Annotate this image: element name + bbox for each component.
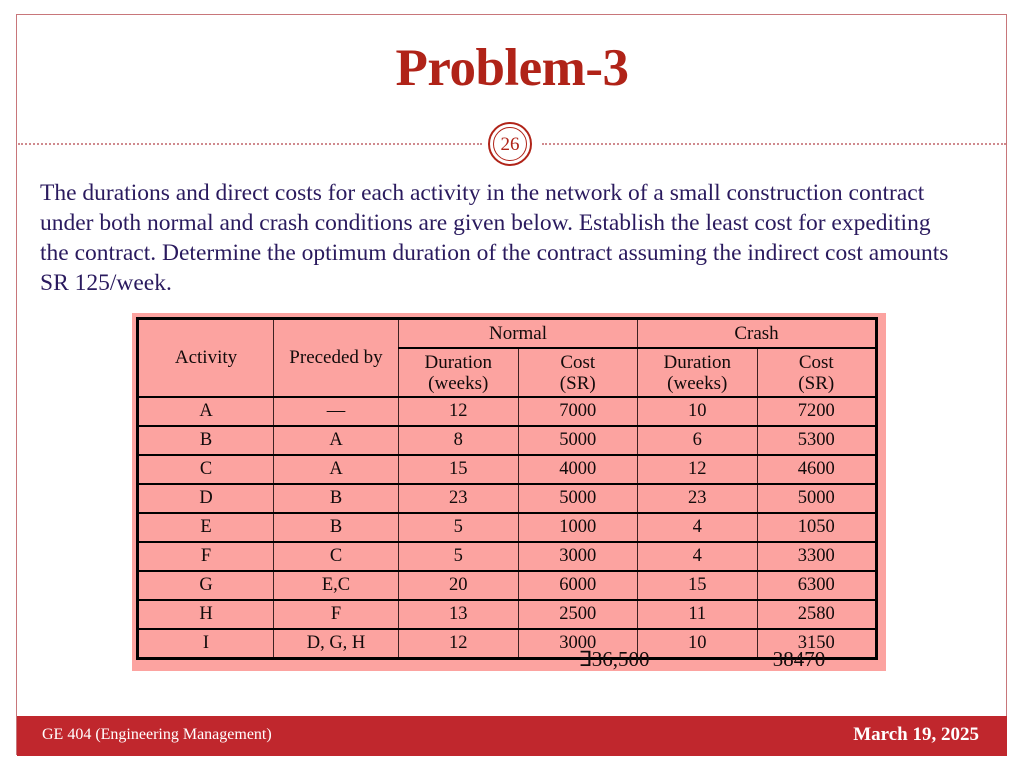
- cell-normal-duration: 5: [399, 542, 519, 571]
- cell-activity: G: [138, 571, 274, 600]
- cell-preceded-by: C: [274, 542, 399, 571]
- header-crash-duration: [638, 348, 758, 397]
- activity-table-body: [138, 397, 877, 659]
- table-row: [138, 571, 877, 600]
- cell-preceded-by: B: [274, 513, 399, 542]
- cell-preceded-by: A: [274, 426, 399, 455]
- cell-normal-cost: 7000: [518, 397, 638, 426]
- cell-crash-duration: 12: [638, 455, 758, 484]
- header-activity: Activity: [138, 319, 274, 398]
- cell-crash-duration: 4: [638, 542, 758, 571]
- footer-date-label: March 19, 2025: [853, 724, 979, 745]
- cell-normal-duration: 20: [399, 571, 519, 600]
- cell-crash-duration: 6: [638, 426, 758, 455]
- cell-preceded-by: —: [274, 397, 399, 426]
- cell-crash-duration: 23: [638, 484, 758, 513]
- cell-activity: F: [138, 542, 274, 571]
- cell-activity: C: [138, 455, 274, 484]
- header-normal-duration: [399, 348, 519, 397]
- cell-crash-cost: 6300: [757, 571, 877, 600]
- cell-normal-duration: 23: [399, 484, 519, 513]
- header-normal-cost-line2: (SR): [559, 372, 596, 394]
- total-crash-cost: 38470: [772, 647, 826, 671]
- divider-line-left: [18, 143, 482, 145]
- problem-statement: The durations and direct costs for each activity in the network of a small construction contract under both normal and crash conditions are given below. Establish the least cost for expediting the contract. Determine the optimum duration of the contract assuming the indirect cost amounts SR 125/week.: [40, 180, 949, 296]
- table-row: [138, 542, 877, 571]
- cell-preceded-by: B: [274, 484, 399, 513]
- cell-normal-duration: 12: [399, 629, 519, 659]
- total-normal-cost: ∃36,500: [578, 647, 650, 671]
- cell-normal-duration: 15: [399, 455, 519, 484]
- cell-normal-duration: 5: [399, 513, 519, 542]
- table-row: [138, 455, 877, 484]
- cell-crash-cost: 3300: [757, 542, 877, 571]
- cell-crash-cost: 1050: [757, 513, 877, 542]
- header-group-crash: Crash: [638, 319, 877, 349]
- cell-crash-cost: 7200: [757, 397, 877, 426]
- header-group-normal: Normal: [399, 319, 638, 349]
- cell-activity: H: [138, 600, 274, 629]
- cell-normal-duration: 12: [399, 397, 519, 426]
- header-crash-cost-line1: Cost: [798, 351, 834, 373]
- header-normal-cost: [518, 348, 638, 397]
- footer-bar: [17, 716, 1007, 756]
- page-number-label: 26: [500, 133, 520, 155]
- cell-activity: D: [138, 484, 274, 513]
- cell-normal-cost: 6000: [518, 571, 638, 600]
- cell-preceded-by: F: [274, 600, 399, 629]
- cell-normal-cost: 3000: [518, 629, 638, 659]
- cell-activity: A: [138, 397, 274, 426]
- header-normal-duration-line1: Duration: [424, 351, 493, 373]
- header-normal-cost-line1: Cost: [560, 351, 596, 373]
- cell-crash-cost: 4600: [757, 455, 877, 484]
- table-row: [138, 600, 877, 629]
- cell-activity: B: [138, 426, 274, 455]
- cell-preceded-by: D, G, H: [274, 629, 399, 659]
- divider-line-right: [542, 143, 1006, 145]
- cell-normal-cost: 5000: [518, 484, 638, 513]
- cell-crash-cost: 3150: [757, 629, 877, 659]
- cell-crash-cost: 5300: [757, 426, 877, 455]
- cell-crash-cost: 5000: [757, 484, 877, 513]
- cost-table-panel: [132, 313, 886, 671]
- table-row: [138, 426, 877, 455]
- cell-normal-duration: 8: [399, 426, 519, 455]
- page-number-badge: [488, 122, 532, 166]
- cell-crash-duration: 11: [638, 600, 758, 629]
- cell-normal-cost: 2500: [518, 600, 638, 629]
- table-row: [138, 397, 877, 426]
- cell-normal-cost: 4000: [518, 455, 638, 484]
- cell-crash-duration: 4: [638, 513, 758, 542]
- table-row: [138, 484, 877, 513]
- header-crash-duration-line2: (weeks): [667, 372, 728, 394]
- header-crash-cost-line2: (SR): [798, 372, 835, 394]
- header-normal-duration-line2: (weeks): [428, 372, 489, 394]
- cell-normal-cost: 1000: [518, 513, 638, 542]
- cell-preceded-by: E,C: [274, 571, 399, 600]
- header-preceded-by: Preceded by: [274, 319, 399, 398]
- cell-crash-duration: 10: [638, 629, 758, 659]
- header-crash-duration-line1: Duration: [663, 351, 732, 373]
- header-crash-cost: [757, 348, 877, 397]
- cell-activity: E: [138, 513, 274, 542]
- cell-normal-cost: 5000: [518, 426, 638, 455]
- cell-normal-duration: 13: [399, 600, 519, 629]
- table-row: [138, 513, 877, 542]
- totals-row: [136, 647, 878, 671]
- cell-crash-duration: 15: [638, 571, 758, 600]
- cell-normal-cost: 3000: [518, 542, 638, 571]
- page-title: Problem-3: [395, 39, 629, 97]
- cell-crash-duration: 10: [638, 397, 758, 426]
- activity-cost-table: [136, 317, 878, 660]
- cell-crash-cost: 2580: [757, 600, 877, 629]
- cell-activity: I: [138, 629, 274, 659]
- cell-preceded-by: A: [274, 455, 399, 484]
- footer-course-label: GE 404 (Engineering Management): [42, 726, 272, 743]
